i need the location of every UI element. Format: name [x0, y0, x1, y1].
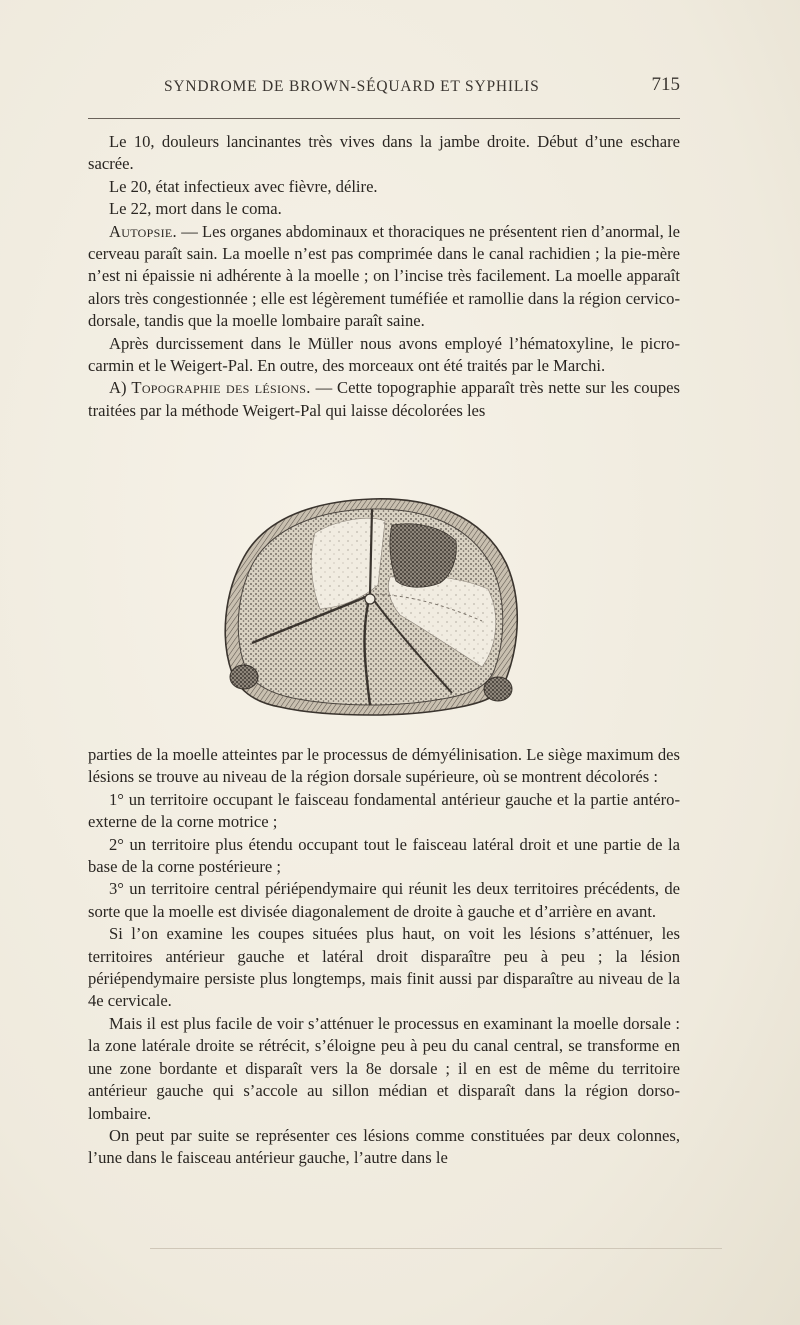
list-item: 3° un territoire central périépendymaire qui réunit les deux territoires précédents, de sorte que la moelle est divisée diagonalement de droite à gauche et d’arrière en avant. [88, 879, 680, 921]
text-block-lower [88, 744, 680, 1170]
paragraph: Mais il est plus facile de voir s’atténuer le processus en examinant la moelle dorsale : la zone latérale droite se rétrécit, s’éloigne peu à peu du canal central, se transforme en une zone bordante et disparaît vers la 8e dorsale ; il en est de même du territoire antérieur gauche qui s’accole au sillon médian et disparaît dans la région dorso-lombaire. [88, 1013, 680, 1123]
section-marker: A) [109, 378, 127, 398]
spinal-cord-figure [220, 493, 524, 721]
autopsie-text: — Les organes abdominaux et thoraciques ne présentent rien d’anormal, le cerveau paraît sain. La moelle n’est pas comprimée dans le canal rachidien ; la pie-mère n’est ni épaissie ni adhérente à la moelle ; on l’incise très facilement. La moelle apparaît alors très congestionnée ; elle est légèrement tuméfiée et ramollie dans la région cervico-dorsale, tandis que la moelle lombaire paraît saine. [88, 221, 680, 331]
paragraph: parties de la moelle atteintes par le processus de démyélinisation. Le siège maximum des lésions se trouve au niveau de la région dorsale supérieure, où se montrent décolorés : [88, 745, 680, 787]
list-item: 2° un territoire plus étendu occupant tout le faisceau latéral droit et une partie de la base de la corne postérieure ; [88, 834, 680, 877]
paragraph: Après durcissement dans le Müller nous avons employé l’hématoxyline, le picro-carmin et le Weigert-Pal. En outre, des morceaux ont été traités par le Marchi. [88, 333, 680, 376]
paragraph: Le 22, mort dans le coma. [109, 199, 282, 219]
page-number: 715 [651, 74, 680, 95]
paragraph: Le 20, état infectieux avec fièvre, délire. [109, 176, 378, 196]
topographie-paragraph [88, 377, 680, 422]
topographie-text: — Cette topographie apparaît très nette sur les coupes traitées par la méthode Weigert-Pal qui laisse décolorées les [88, 378, 680, 420]
paragraph: Si l’on examine les coupes situées plus haut, on voit les lésions s’atténuer, les territoires antérieur gauche et latéral droit disparaître peu à peu ; la lésion périépendymaire persiste plus longtemps, mais finit aussi par disparaître au niveau de la 4e cervicale. [88, 924, 680, 1011]
paragraph: Le 10, douleurs lancinantes très vives dans la jambe droite. Début d’une eschare sacrée. [88, 132, 680, 174]
page-header [88, 74, 680, 104]
autopsie-label: Autopsie. [109, 221, 177, 241]
text-block-upper [88, 131, 680, 422]
page-edge-line [150, 1248, 722, 1249]
topographie-label: Topographie des lésions. [131, 378, 311, 398]
list-item: 1° un territoire occupant le faisceau fondamental antérieur gauche et la partie antéro-externe de la corne motrice ; [88, 789, 680, 832]
paragraph: On peut par suite se représenter ces lésions comme constituées par deux colonnes, l’une dans le faisceau antérieur gauche, l’autre dans le [88, 1125, 680, 1168]
spinal-cord-section-illustration [220, 493, 524, 721]
autopsie-paragraph [88, 221, 680, 333]
header-rule [88, 118, 680, 119]
running-title: SYNDROME DE BROWN-SÉQUARD ET SYPHILIS [164, 78, 540, 95]
